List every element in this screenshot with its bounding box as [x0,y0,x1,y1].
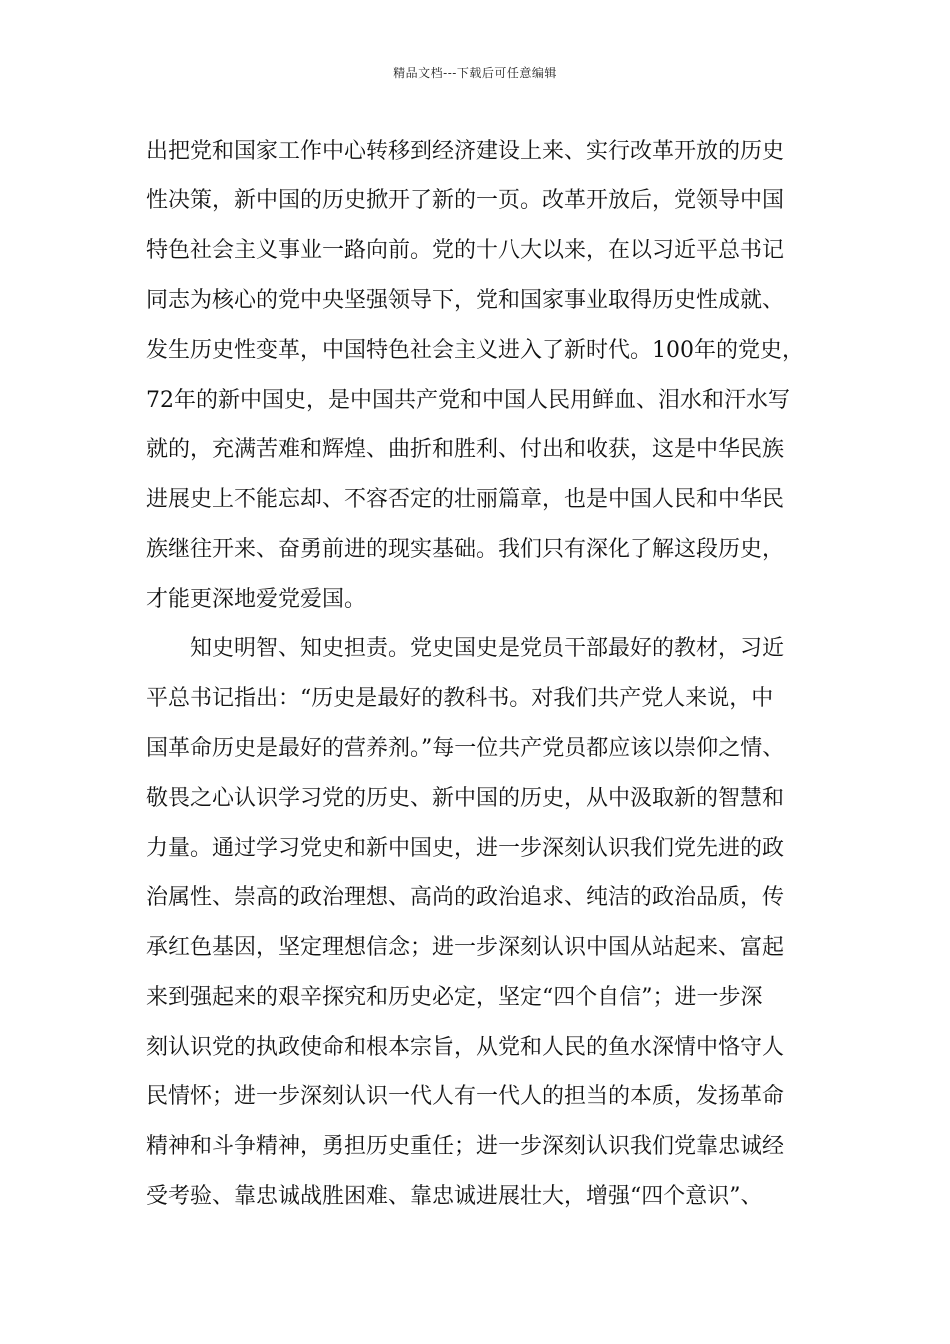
text-line: 族继往开来、奋勇前进的现实基础。我们只有深化了解这段历史， [146,537,785,562]
text-line: 精神和斗争精神，勇担历史重任；进一步深刻认识我们党靠忠诚经 [146,1134,785,1159]
text-line: 知史明智、知史担责。党史国史是党员干部最好的教材，习近 [190,636,785,661]
text-line: 就的，充满苦难和辉煌、曲折和胜利、付出和收获，这是中华民族 [146,437,785,462]
text-line: 来到强起来的艰辛探究和历史必定，坚定“四个自信”；进一步深 [146,985,763,1010]
text-line: 发生历史性变革，中国特色社会主义进入了新时代。100年的党史， [146,338,804,363]
text-line: 刻认识党的执政使命和根本宗旨，从党和人民的鱼水深情中恪守人 [146,1035,785,1060]
text-line: 性决策，新中国的历史掀开了新的一页。改革开放后，党领导中国 [146,188,785,213]
page-header: 精品文档---下载后可任意编辑 [393,66,557,80]
text-line: 特色社会主义事业一路向前。党的十八大以来，在以习近平总书记 [146,238,785,263]
text-line: 同志为核心的党中央坚强领导下，党和国家事业取得历史性成就、 [146,288,785,313]
text-line: 承红色基因，坚定理想信念；进一步深刻认识中国从站起来、富起 [146,935,785,960]
text-line: 民情怀；进一步深刻认识一代人有一代人的担当的本质，发扬革命 [146,1084,785,1109]
text-line: 进展史上不能忘却、不容否定的壮丽篇章，也是中国人民和中华民 [146,487,785,512]
text-line: 受考验、靠忠诚战胜困难、靠忠诚进展壮大，增强“四个意识”、 [146,1184,763,1209]
text-line: 治属性、崇高的政治理想、高尚的政治追求、纯洁的政治品质，传 [146,885,785,910]
text-line: 平总书记指出：“历史是最好的教科书。对我们共产党人来说，中 [146,686,774,711]
text-line: 72年的新中国史，是中国共产党和中国人民用鲜血、泪水和汗水写 [146,388,790,413]
text-line: 才能更深地爱党爱国。 [146,587,367,612]
text-line: 国革命历史是最好的营养剂。”每一位共产党员都应该以崇仰之情、 [146,736,785,761]
text-line: 敬畏之心认识学习党的历史、新中国的历史，从中汲取新的智慧和 [146,786,785,811]
text-line: 力量。通过学习党史和新中国史，进一步深刻认识我们党先进的政 [146,836,785,861]
text-line: 出把党和国家工作中心转移到经济建设上来、实行改革开放的历史 [146,139,785,164]
